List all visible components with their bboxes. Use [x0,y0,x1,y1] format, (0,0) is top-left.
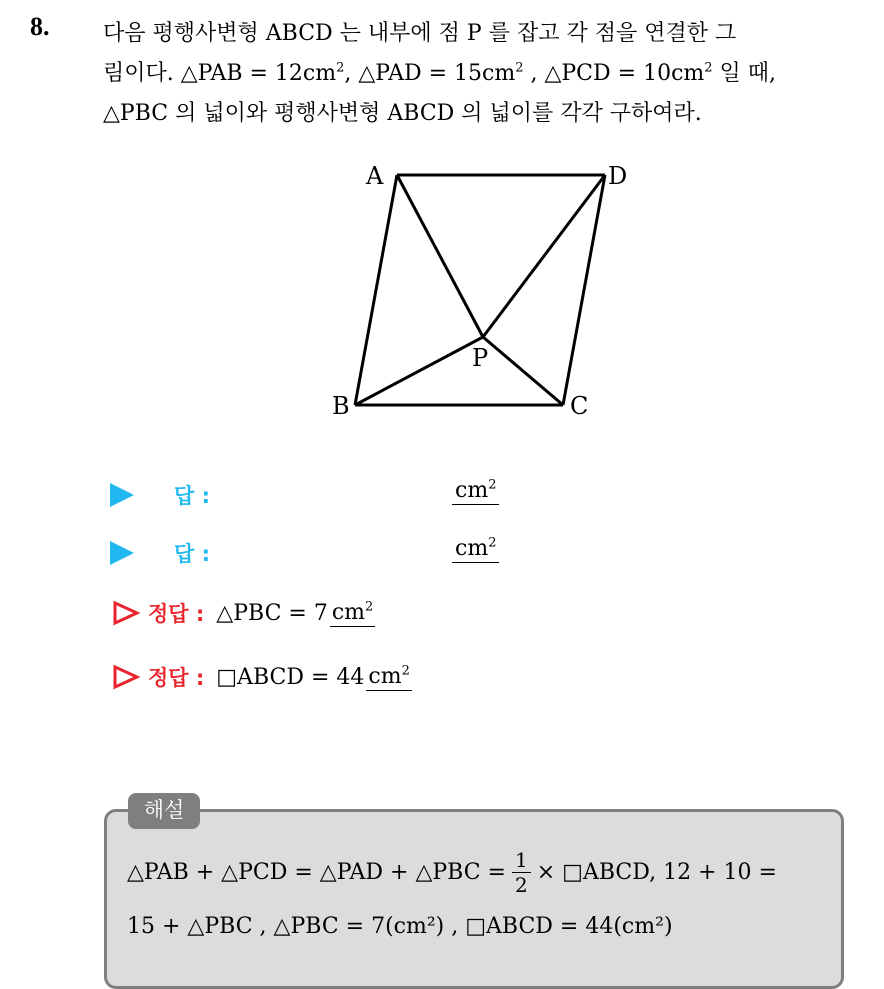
explanation-tab: 해설 [128,793,200,829]
key-answer-row-2 [112,662,412,692]
key-answer-2: □ABCD = 44 [216,664,365,690]
side-AB [355,175,397,405]
explanation-line-1: △PAB + △PCD = △PAD + △PBC = $\frac{1}{2}$ × □ABCD, 12 + 10 = [127,848,777,897]
question-line-3: △PBC 의 넓이와 평행사변형 ABCD 의 넓이를 각각 구하여라. [103,101,702,126]
answer-blank-1[interactable]: $cm^2$ [452,478,499,505]
key-arrow-icon [112,664,140,690]
answer-row-2 [110,538,210,568]
point-label-P: P [472,344,489,372]
key-arrow-icon [112,600,140,626]
vertex-label-D: D [608,162,628,190]
question-line-2: 림이다. △PAB = $12cm^2$, △PAD = $15cm^2$ , △PCD = $10cm^2$ 일 때, [103,60,777,86]
side-DC [563,175,605,405]
key-answer-row-1 [112,598,375,628]
answer-label: 답 : [174,484,210,508]
key-unit-1: $cm^2$ [331,599,374,625]
answer-row-1 [110,480,210,510]
key-unit-2: $cm^2$ [368,663,410,689]
segment-PA [397,175,483,337]
vertex-label-B: B [332,392,350,420]
parallelogram-figure [300,150,640,430]
explanation-line-2: 15 + △PBC , △PBC = 7(cm²) , □ABCD = 44(cm²) [127,914,673,939]
vertex-label-A: A [366,162,384,190]
answer-label: 답 : [174,542,210,566]
segment-PB [355,337,483,405]
fraction-one-half: $\frac{1}{2}$ [512,848,531,897]
explanation-box [104,809,844,989]
vertex-label-C: C [570,392,589,420]
answer-marker-icon [110,541,134,565]
segment-PC [483,337,563,405]
question-line-1: 다음 평행사변형 ABCD 는 내부에 점 P 를 잡고 각 점을 연결한 그 [103,21,737,46]
question-number: 8. [30,12,50,41]
answer-blank-2[interactable]: $cm^2$ [452,536,499,563]
answer-marker-icon [110,483,134,507]
key-answer-1: △PBC = 7 [216,600,328,626]
question-text [103,14,873,134]
key-label: 정답 : [148,666,205,690]
segment-PD [483,175,605,337]
key-label: 정답 : [148,602,205,626]
